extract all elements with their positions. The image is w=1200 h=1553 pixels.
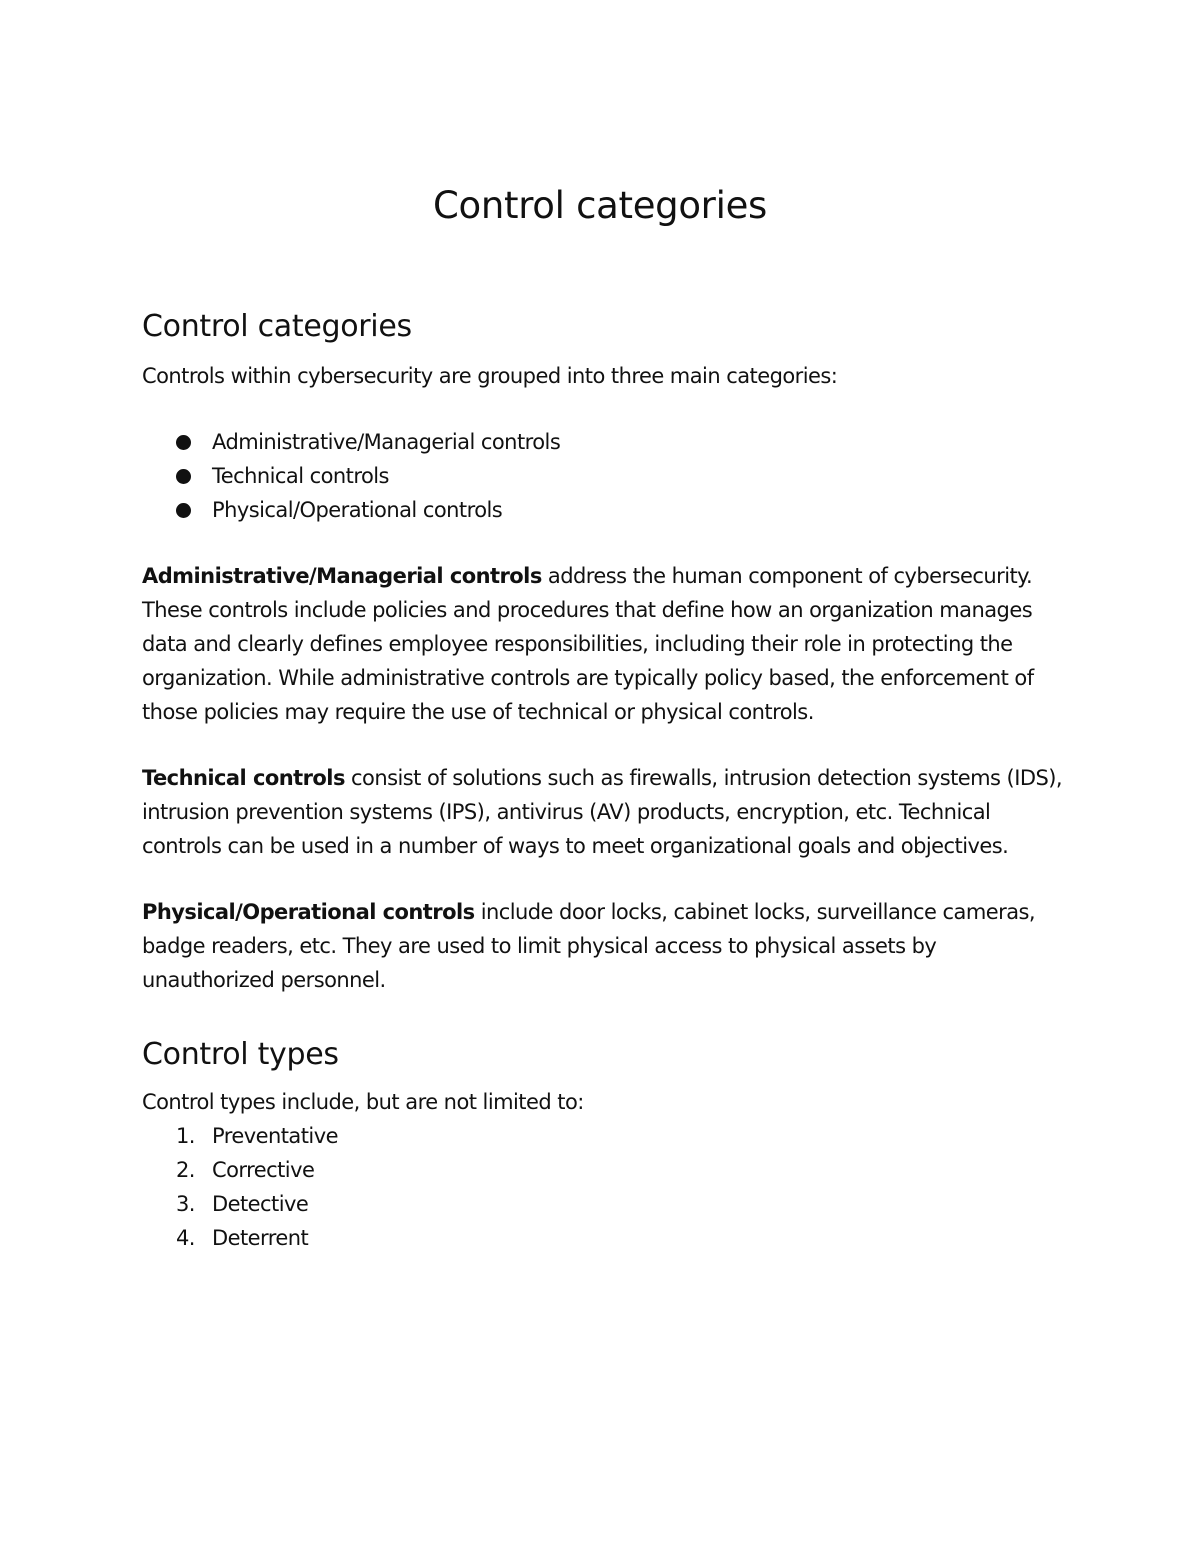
bullet-dot-icon [176,435,191,450]
list-number: 4. [176,1226,195,1250]
bullet-dot-icon [176,503,191,518]
paragraph-technical-controls [142,761,1062,863]
list-item [176,1221,1062,1255]
bullet-item [212,425,1062,459]
list-label: Preventative [212,1124,338,1148]
categories-intro: Controls within cybersecurity are grouped into three main categories: [142,364,838,388]
paragraph-administrative-controls [142,559,1062,729]
types-intro: Control types include, but are not limited to: [142,1090,584,1114]
list-item [176,1153,1062,1187]
document-body [142,305,1062,1255]
list-label: Corrective [212,1158,315,1182]
bullet-label: Administrative/Managerial controls [212,430,561,454]
paragraph-text: consist of solutions such as firewalls, intrusion detection systems (IDS), intrusion prevention systems (IPS), antivirus (AV) products, encryption, etc. Technical controls can be used in a number of ways to meet organizational goals and objectives. [142,766,1063,858]
list-number: 1. [176,1124,195,1148]
section-heading-control-categories: Control categories [142,309,412,344]
bullet-item [212,493,1062,527]
bullet-dot-icon [176,469,191,484]
list-label: Detective [212,1192,309,1216]
list-number: 3. [176,1192,195,1216]
bullet-label: Physical/Operational controls [212,498,503,522]
bullet-item [212,459,1062,493]
paragraph-text: address the human component of cybersecurity. These controls include policies and procedures that define how an organization manages data and clearly defines employee responsibilities, including their role in protecting the organization. While administrative controls are typically policy based, the enforcement of those policies may require the use of technical or physical controls. [142,564,1034,724]
paragraph-term: Technical controls [142,766,345,790]
list-item [176,1119,1062,1153]
document-title: Control categories [432,184,768,227]
list-item [176,1187,1062,1221]
categories-bullet-list [142,425,1062,527]
paragraph-term: Physical/Operational controls [142,900,475,924]
paragraph-term: Administrative/Managerial controls [142,564,542,588]
paragraph-text: include door locks, cabinet locks, surveillance cameras, badge readers, etc. They are used to limit physical access to physical assets by unauthorized personnel. [142,900,1036,992]
list-number: 2. [176,1158,195,1182]
control-types-list [142,1119,1062,1255]
section-heading-control-types: Control types [142,1037,339,1072]
list-label: Deterrent [212,1226,309,1250]
bullet-label: Technical controls [212,464,389,488]
paragraph-physical-controls [142,895,1062,997]
